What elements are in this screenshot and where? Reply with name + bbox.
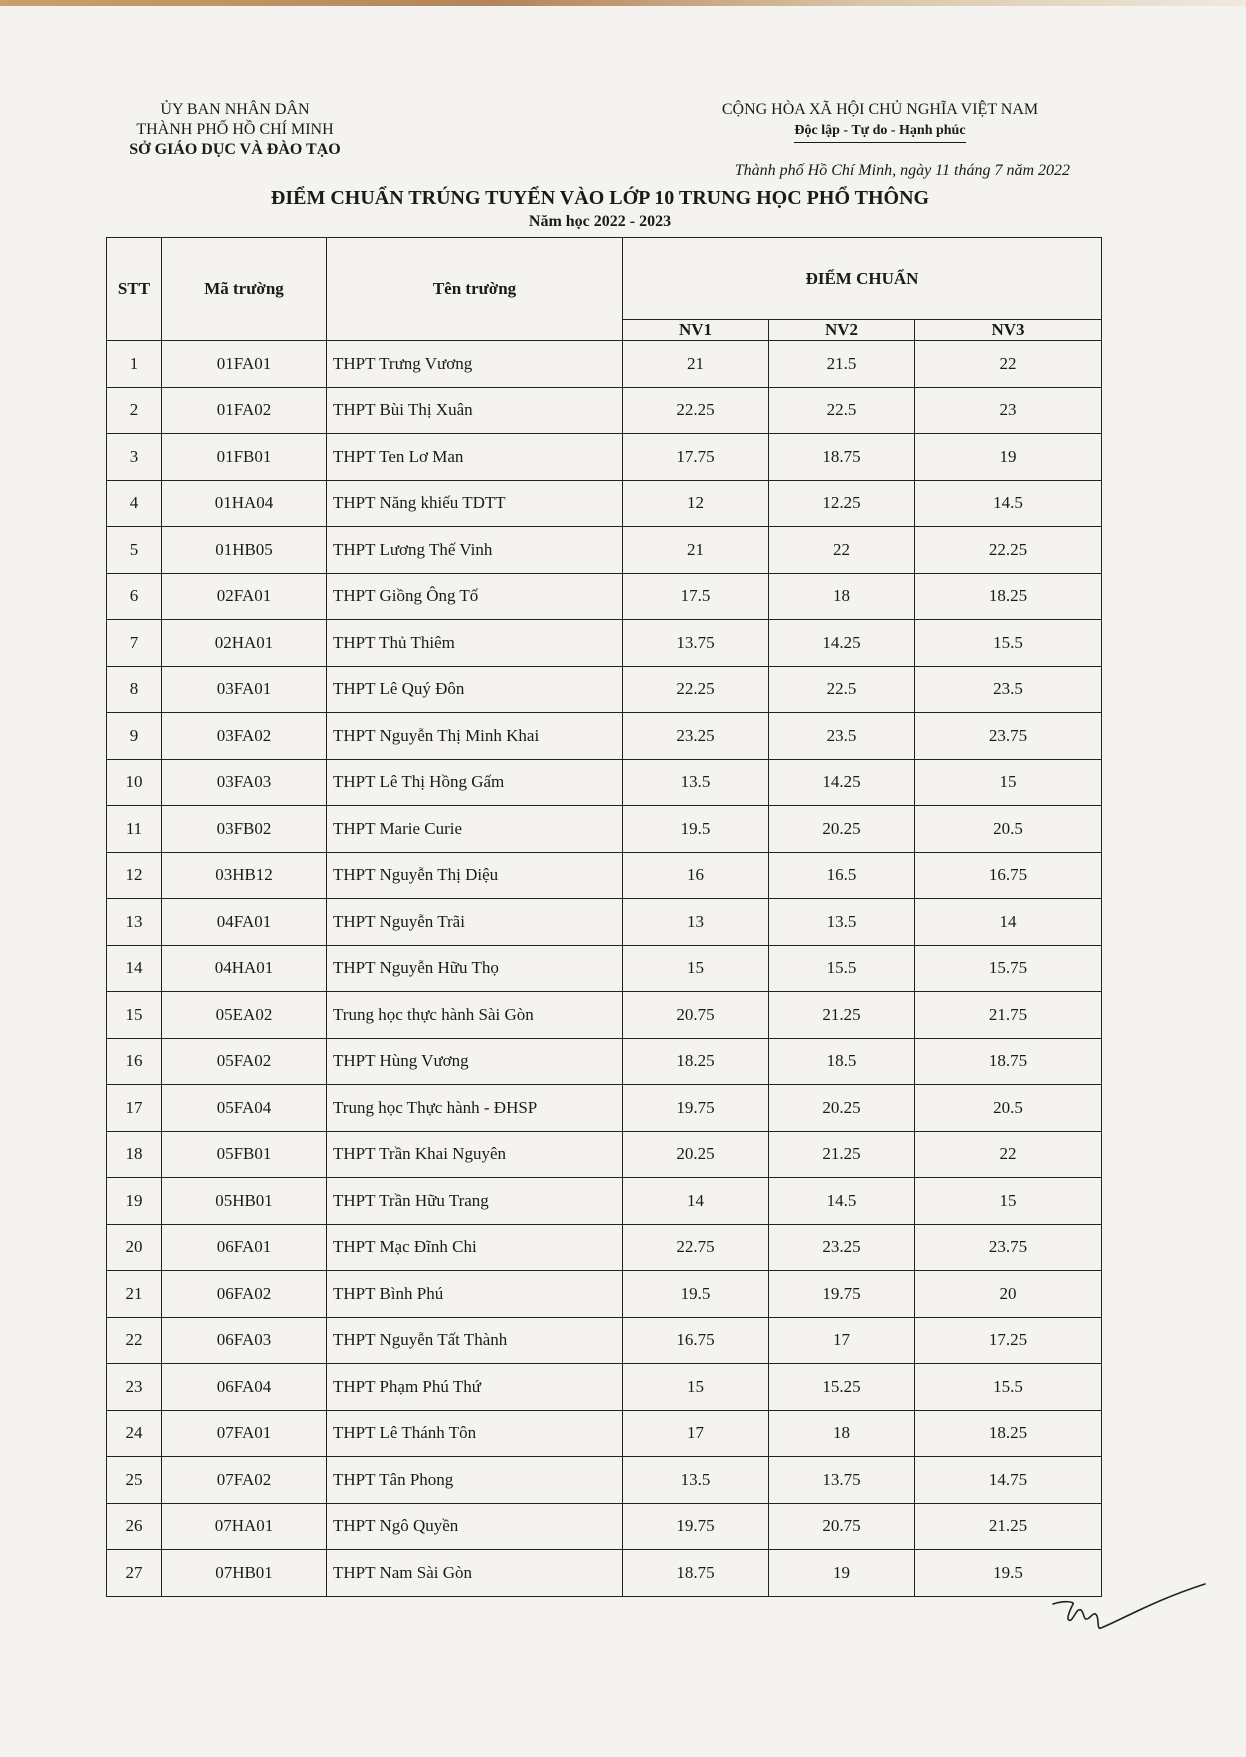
row-nv2: 14.25 (769, 620, 915, 667)
header-score-group: ĐIỂM CHUẨN (623, 238, 1102, 320)
row-nv3: 15.5 (915, 620, 1102, 667)
table-row (107, 852, 1102, 899)
row-school-name: THPT Nguyễn Thị Diệu (327, 852, 623, 899)
row-school-code: 01HB05 (162, 527, 327, 574)
row-nv2: 23.5 (769, 713, 915, 760)
row-school-code: 01FA01 (162, 341, 327, 388)
row-stt: 13 (107, 899, 162, 946)
row-nv1: 16.75 (623, 1317, 769, 1364)
signature-mark (1045, 1582, 1215, 1642)
row-school-code: 06FA03 (162, 1317, 327, 1364)
row-school-code: 04FA01 (162, 899, 327, 946)
row-school-code: 07FA02 (162, 1457, 327, 1504)
row-nv3: 23 (915, 387, 1102, 434)
row-nv2: 22.5 (769, 666, 915, 713)
row-nv1: 14 (623, 1178, 769, 1225)
row-nv1: 22.25 (623, 387, 769, 434)
row-school-name: THPT Trần Khai Nguyên (327, 1131, 623, 1178)
table-body (107, 341, 1102, 1597)
row-nv2: 18.75 (769, 434, 915, 481)
table-row (107, 1085, 1102, 1132)
row-stt: 5 (107, 527, 162, 574)
row-nv3: 20.5 (915, 806, 1102, 853)
row-nv3: 21.25 (915, 1503, 1102, 1550)
row-nv2: 16.5 (769, 852, 915, 899)
row-stt: 22 (107, 1317, 162, 1364)
row-school-name: THPT Giồng Ông Tố (327, 573, 623, 620)
row-school-code: 07HA01 (162, 1503, 327, 1550)
row-school-name: THPT Trần Hữu Trang (327, 1178, 623, 1225)
row-nv1: 19.75 (623, 1503, 769, 1550)
row-school-name: THPT Ten Lơ Man (327, 434, 623, 481)
table-row (107, 527, 1102, 574)
row-nv3: 15 (915, 759, 1102, 806)
row-nv1: 20.25 (623, 1131, 769, 1178)
row-school-name: THPT Trưng Vương (327, 341, 623, 388)
row-nv3: 18.25 (915, 1410, 1102, 1457)
header-nv3: NV3 (915, 320, 1102, 341)
authority-line-3: SỞ GIÁO DỤC VÀ ĐÀO TẠO (129, 141, 341, 158)
row-stt: 10 (107, 759, 162, 806)
table-row (107, 1038, 1102, 1085)
page-top-edge (0, 0, 1246, 6)
row-nv1: 17.5 (623, 573, 769, 620)
row-nv3: 22 (915, 1131, 1102, 1178)
row-nv1: 18.75 (623, 1550, 769, 1597)
table-row (107, 1550, 1102, 1597)
row-nv3: 14.75 (915, 1457, 1102, 1504)
row-school-code: 05FB01 (162, 1131, 327, 1178)
row-school-name: THPT Bùi Thị Xuân (327, 387, 623, 434)
row-nv2: 19.75 (769, 1271, 915, 1318)
national-title: CỘNG HÒA XÃ HỘI CHỦ NGHĨA VIỆT NAM (721, 101, 1039, 118)
row-nv1: 13 (623, 899, 769, 946)
table-row (107, 945, 1102, 992)
document-subtitle: Năm học 2022 - 2023 (528, 213, 672, 230)
row-nv2: 21.5 (769, 341, 915, 388)
row-nv3: 22.25 (915, 527, 1102, 574)
document-title: ĐIỂM CHUẨN TRÚNG TUYỂN VÀO LỚP 10 TRUNG HỌC PHỔ THÔNG (270, 187, 930, 209)
row-nv3: 22 (915, 341, 1102, 388)
row-nv1: 13.5 (623, 1457, 769, 1504)
row-school-name: THPT Lương Thế Vinh (327, 527, 623, 574)
row-nv1: 21 (623, 527, 769, 574)
row-school-name: THPT Tân Phong (327, 1457, 623, 1504)
row-nv2: 20.25 (769, 806, 915, 853)
row-stt: 27 (107, 1550, 162, 1597)
table-row (107, 1364, 1102, 1411)
row-school-code: 03FA02 (162, 713, 327, 760)
row-nv1: 17.75 (623, 434, 769, 481)
row-nv1: 17 (623, 1410, 769, 1457)
table-row (107, 1131, 1102, 1178)
table-row (107, 1317, 1102, 1364)
row-nv3: 19.5 (915, 1550, 1102, 1597)
row-school-code: 06FA04 (162, 1364, 327, 1411)
row-nv3: 20 (915, 1271, 1102, 1318)
row-school-code: 05FA04 (162, 1085, 327, 1132)
authority-line-2: THÀNH PHỐ HỒ CHÍ MINH (136, 121, 334, 138)
table-row (107, 1503, 1102, 1550)
row-stt: 25 (107, 1457, 162, 1504)
row-nv2: 14.25 (769, 759, 915, 806)
row-nv3: 18.75 (915, 1038, 1102, 1085)
table-row (107, 806, 1102, 853)
row-nv1: 23.25 (623, 713, 769, 760)
row-nv1: 22.25 (623, 666, 769, 713)
table-row (107, 666, 1102, 713)
row-nv2: 20.75 (769, 1503, 915, 1550)
row-school-name: THPT Phạm Phú Thứ (327, 1364, 623, 1411)
row-school-name: THPT Hùng Vương (327, 1038, 623, 1085)
row-nv2: 18 (769, 1410, 915, 1457)
row-nv2: 22 (769, 527, 915, 574)
row-nv1: 19.5 (623, 806, 769, 853)
row-stt: 6 (107, 573, 162, 620)
row-nv2: 19 (769, 1550, 915, 1597)
row-nv1: 12 (623, 480, 769, 527)
row-stt: 2 (107, 387, 162, 434)
table-row (107, 1410, 1102, 1457)
row-nv3: 14 (915, 899, 1102, 946)
row-school-name: THPT Năng khiếu TDTT (327, 480, 623, 527)
authority-line-1: ỦY BAN NHÂN DÂN (160, 101, 310, 118)
header-nv1: NV1 (623, 320, 769, 341)
row-nv1: 19.5 (623, 1271, 769, 1318)
row-nv1: 19.75 (623, 1085, 769, 1132)
row-school-name: THPT Nam Sài Gòn (327, 1550, 623, 1597)
row-nv3: 21.75 (915, 992, 1102, 1039)
row-school-code: 07HB01 (162, 1550, 327, 1597)
row-nv1: 18.25 (623, 1038, 769, 1085)
row-stt: 16 (107, 1038, 162, 1085)
row-school-name: THPT Lê Quý Đôn (327, 666, 623, 713)
row-nv2: 14.5 (769, 1178, 915, 1225)
table-row (107, 480, 1102, 527)
row-school-code: 06FA02 (162, 1271, 327, 1318)
row-school-name: THPT Nguyễn Thị Minh Khai (327, 713, 623, 760)
row-nv2: 13.5 (769, 899, 915, 946)
header-nv2: NV2 (769, 320, 915, 341)
row-stt: 15 (107, 992, 162, 1039)
row-stt: 26 (107, 1503, 162, 1550)
row-nv3: 15.5 (915, 1364, 1102, 1411)
row-nv1: 15 (623, 1364, 769, 1411)
row-stt: 12 (107, 852, 162, 899)
row-nv1: 21 (623, 341, 769, 388)
row-stt: 9 (107, 713, 162, 760)
row-nv2: 18 (769, 573, 915, 620)
row-school-code: 02FA01 (162, 573, 327, 620)
row-nv3: 15 (915, 1178, 1102, 1225)
row-school-code: 03FB02 (162, 806, 327, 853)
row-stt: 24 (107, 1410, 162, 1457)
row-nv1: 13.5 (623, 759, 769, 806)
table-row (107, 759, 1102, 806)
row-nv3: 17.25 (915, 1317, 1102, 1364)
header-school-code: Mã trường (162, 238, 327, 341)
row-school-name: THPT Mạc Đĩnh Chi (327, 1224, 623, 1271)
row-school-name: Trung học thực hành Sài Gòn (327, 992, 623, 1039)
row-stt: 17 (107, 1085, 162, 1132)
row-nv1: 16 (623, 852, 769, 899)
row-nv2: 23.25 (769, 1224, 915, 1271)
row-stt: 23 (107, 1364, 162, 1411)
header-school-name: Tên trường (327, 238, 623, 341)
row-school-code: 01FA02 (162, 387, 327, 434)
table-row (107, 341, 1102, 388)
row-school-code: 05EA02 (162, 992, 327, 1039)
row-stt: 4 (107, 480, 162, 527)
row-nv3: 19 (915, 434, 1102, 481)
table-row (107, 713, 1102, 760)
row-nv3: 14.5 (915, 480, 1102, 527)
table-row (107, 1178, 1102, 1225)
table-row (107, 434, 1102, 481)
row-school-code: 05HB01 (162, 1178, 327, 1225)
row-nv2: 17 (769, 1317, 915, 1364)
row-stt: 14 (107, 945, 162, 992)
row-nv1: 13.75 (623, 620, 769, 667)
row-nv2: 12.25 (769, 480, 915, 527)
table-row (107, 1457, 1102, 1504)
row-nv3: 18.25 (915, 573, 1102, 620)
row-nv1: 22.75 (623, 1224, 769, 1271)
row-school-name: THPT Lê Thánh Tôn (327, 1410, 623, 1457)
table-row (107, 992, 1102, 1039)
row-stt: 7 (107, 620, 162, 667)
row-school-name: THPT Ngô Quyền (327, 1503, 623, 1550)
row-nv1: 15 (623, 945, 769, 992)
row-school-code: 04HA01 (162, 945, 327, 992)
table-row (107, 620, 1102, 667)
row-school-name: THPT Nguyễn Trãi (327, 899, 623, 946)
row-school-code: 03HB12 (162, 852, 327, 899)
row-stt: 18 (107, 1131, 162, 1178)
row-stt: 8 (107, 666, 162, 713)
row-nv3: 23.75 (915, 1224, 1102, 1271)
row-nv3: 23.75 (915, 713, 1102, 760)
row-stt: 19 (107, 1178, 162, 1225)
table-row (107, 573, 1102, 620)
row-school-code: 01FB01 (162, 434, 327, 481)
row-school-code: 03FA03 (162, 759, 327, 806)
table-row (107, 1271, 1102, 1318)
row-stt: 1 (107, 341, 162, 388)
national-motto: Độc lập - Tự do - Hạnh phúc (794, 121, 965, 143)
row-school-code: 07FA01 (162, 1410, 327, 1457)
row-school-name: THPT Marie Curie (327, 806, 623, 853)
row-nv3: 15.75 (915, 945, 1102, 992)
row-school-name: THPT Bình Phú (327, 1271, 623, 1318)
row-school-name: THPT Nguyễn Hữu Thọ (327, 945, 623, 992)
row-nv3: 23.5 (915, 666, 1102, 713)
row-school-code: 05FA02 (162, 1038, 327, 1085)
row-nv2: 18.5 (769, 1038, 915, 1085)
admission-scores-table (106, 237, 1102, 1597)
row-stt: 3 (107, 434, 162, 481)
table-row (107, 1224, 1102, 1271)
row-nv2: 21.25 (769, 1131, 915, 1178)
row-school-code: 02HA01 (162, 620, 327, 667)
row-school-name: THPT Thủ Thiêm (327, 620, 623, 667)
row-stt: 11 (107, 806, 162, 853)
row-stt: 20 (107, 1224, 162, 1271)
row-nv3: 16.75 (915, 852, 1102, 899)
row-nv2: 13.75 (769, 1457, 915, 1504)
row-nv2: 15.25 (769, 1364, 915, 1411)
row-school-code: 06FA01 (162, 1224, 327, 1271)
header-stt: STT (107, 238, 162, 341)
row-nv2: 20.25 (769, 1085, 915, 1132)
issuing-authority (100, 100, 370, 160)
national-heading (690, 100, 1070, 143)
row-school-name: Trung học Thực hành - ĐHSP (327, 1085, 623, 1132)
row-school-name: THPT Lê Thị Hồng Gấm (327, 759, 623, 806)
row-nv2: 22.5 (769, 387, 915, 434)
row-school-name: THPT Nguyễn Tất Thành (327, 1317, 623, 1364)
row-school-code: 01HA04 (162, 480, 327, 527)
row-school-code: 03FA01 (162, 666, 327, 713)
row-nv2: 21.25 (769, 992, 915, 1039)
table-row (107, 387, 1102, 434)
row-nv3: 20.5 (915, 1085, 1102, 1132)
row-nv2: 15.5 (769, 945, 915, 992)
place-date: Thành phố Hồ Chí Minh, ngày 11 tháng 7 năm 2022 (734, 162, 1070, 179)
table-row (107, 899, 1102, 946)
row-stt: 21 (107, 1271, 162, 1318)
row-nv1: 20.75 (623, 992, 769, 1039)
